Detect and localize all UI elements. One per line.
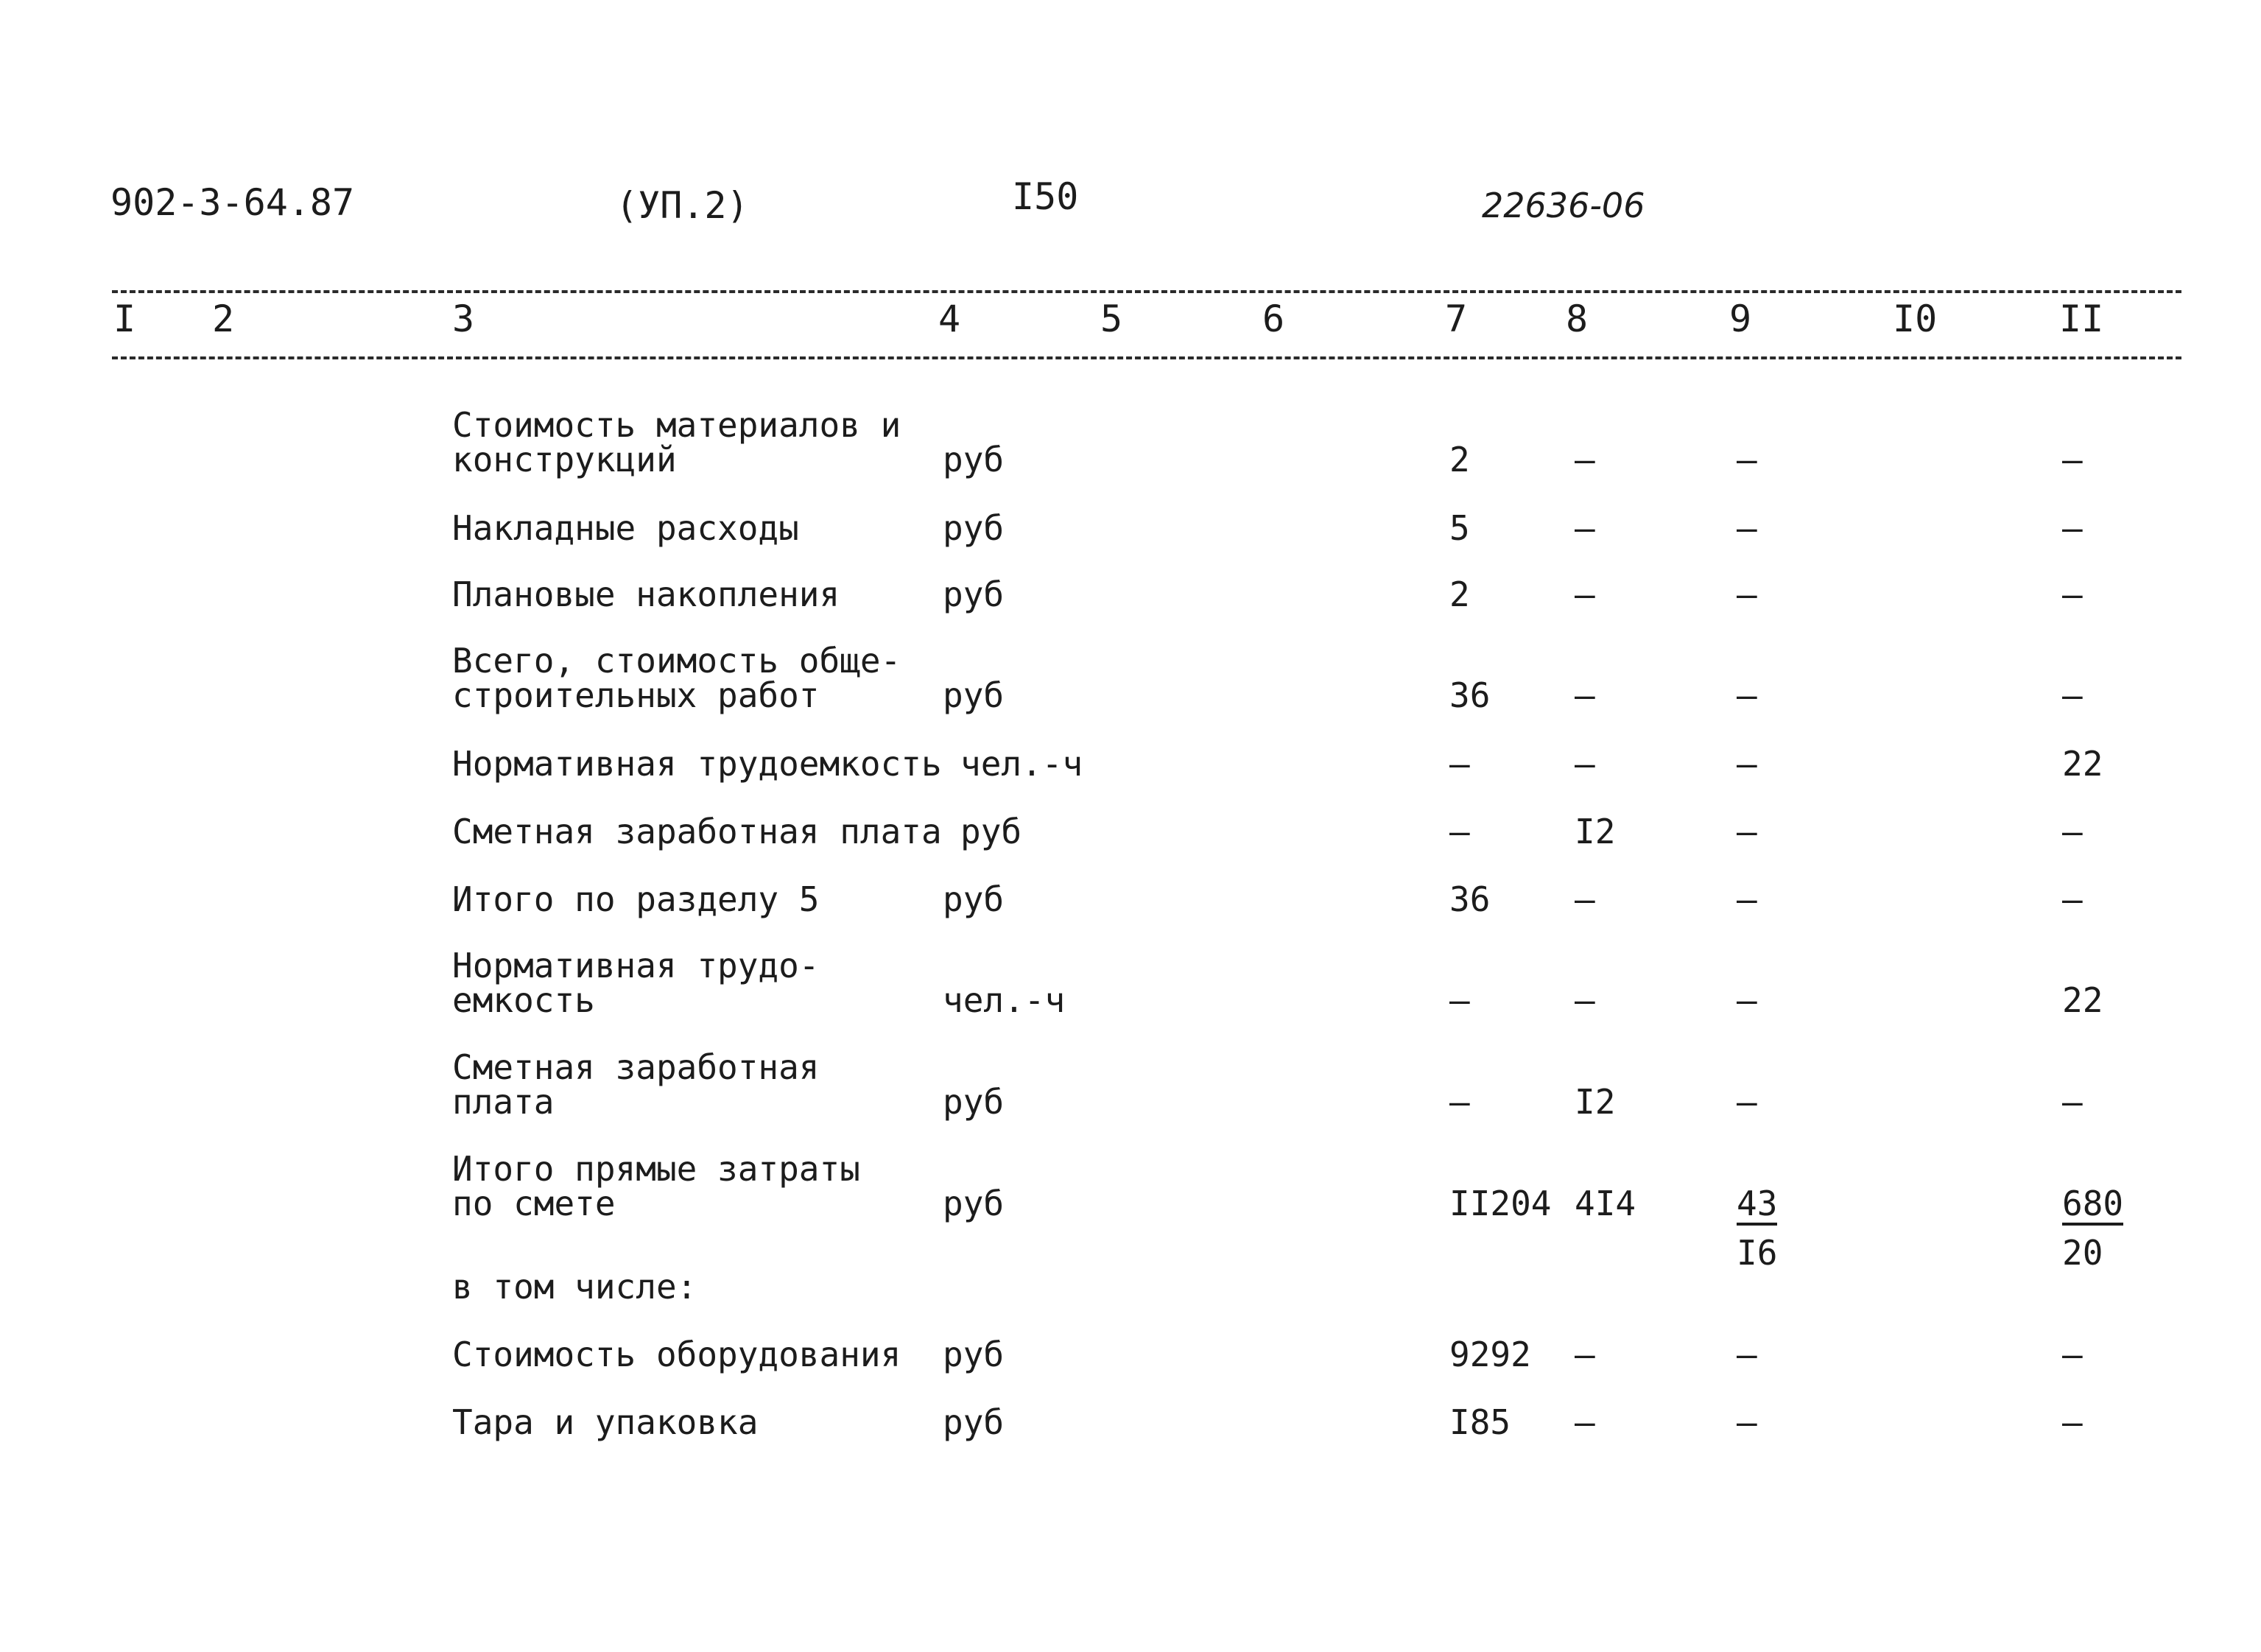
row-unit: чел.-ч bbox=[943, 980, 1066, 1020]
table-header-rule bbox=[112, 356, 2181, 359]
col9-value: – bbox=[1737, 980, 1757, 1020]
col8-value: – bbox=[1575, 744, 1595, 784]
column-number: 6 bbox=[1262, 298, 1285, 340]
col11-value: – bbox=[2062, 574, 2083, 614]
col8-value: 4I4 bbox=[1575, 1184, 1636, 1223]
col7-value: – bbox=[1449, 1082, 1470, 1122]
column-number: I0 bbox=[1893, 298, 1938, 340]
col7-value: 9292 bbox=[1449, 1335, 1531, 1374]
col11-value: – bbox=[2062, 879, 2083, 919]
row-unit: руб bbox=[943, 1082, 1005, 1122]
page-number: I50 bbox=[1012, 175, 1079, 218]
row-unit: руб bbox=[943, 574, 1005, 614]
row-description: в том числе: bbox=[452, 1267, 697, 1307]
col11-value: 22 bbox=[2062, 980, 2103, 1020]
col7-value: 36 bbox=[1449, 879, 1491, 919]
section-label: (УП.2) bbox=[616, 184, 749, 227]
col11-value: – bbox=[2062, 1082, 2083, 1122]
col11-value: 22 bbox=[2062, 744, 2103, 784]
col8-value: – bbox=[1575, 508, 1595, 548]
row-description: Нормативная трудоемкость bbox=[452, 744, 942, 784]
col7-value: II204 bbox=[1449, 1184, 1552, 1223]
col9-value: – bbox=[1737, 812, 1757, 851]
row-unit: руб bbox=[943, 1402, 1005, 1442]
row-description: Сметная заработная плата bbox=[452, 812, 942, 851]
col7-value: – bbox=[1449, 812, 1470, 851]
col8-value: – bbox=[1575, 440, 1595, 479]
column-number: 2 bbox=[212, 298, 235, 340]
table-top-rule bbox=[112, 290, 2181, 293]
column-number: 7 bbox=[1445, 298, 1468, 340]
col9-value: – bbox=[1737, 440, 1757, 479]
col7-value: 2 bbox=[1449, 574, 1470, 614]
row-unit: руб bbox=[943, 440, 1005, 479]
column-number: 5 bbox=[1100, 298, 1123, 340]
row-unit: руб bbox=[943, 879, 1005, 919]
row-description: Плановые накопления bbox=[452, 574, 840, 614]
col8-value: – bbox=[1575, 1402, 1595, 1442]
col9-value: – bbox=[1737, 1402, 1757, 1442]
col9-denominator: I6 bbox=[1737, 1233, 1778, 1273]
col7-value: 5 bbox=[1449, 508, 1470, 548]
row-description: Стоимость материалов и конструкций bbox=[452, 405, 901, 479]
row-unit: руб bbox=[943, 1335, 1005, 1374]
row-description: Накладные расходы bbox=[452, 508, 799, 548]
col9-value: – bbox=[1737, 508, 1757, 548]
col8-value: – bbox=[1575, 675, 1595, 715]
col9-value: – bbox=[1737, 744, 1757, 784]
col7-value: 36 bbox=[1449, 675, 1491, 715]
col9-fraction bbox=[1737, 1184, 1778, 1226]
col11-value: – bbox=[2062, 675, 2083, 715]
col9-value: – bbox=[1737, 879, 1757, 919]
row-unit: руб bbox=[943, 508, 1005, 548]
col8-value: – bbox=[1575, 574, 1595, 614]
col11-denominator: 20 bbox=[2062, 1233, 2103, 1273]
row-description: Итого прямые затраты по смете bbox=[452, 1149, 860, 1223]
col9-value: – bbox=[1737, 1335, 1757, 1374]
col9-value: – bbox=[1737, 1082, 1757, 1122]
row-description: Нормативная трудо- емкость bbox=[452, 946, 820, 1020]
row-unit: руб bbox=[960, 812, 1022, 851]
col8-value: – bbox=[1575, 879, 1595, 919]
col11-fraction bbox=[2062, 1184, 2124, 1226]
col8-value: – bbox=[1575, 1335, 1595, 1374]
row-description: Тара и упаковка bbox=[452, 1402, 759, 1442]
col8-value: I2 bbox=[1575, 1082, 1616, 1122]
col11-value: – bbox=[2062, 812, 2083, 851]
row-unit: руб bbox=[943, 675, 1005, 715]
col11-value: – bbox=[2062, 1335, 2083, 1374]
col9-value: – bbox=[1737, 675, 1757, 715]
col11-value: – bbox=[2062, 1402, 2083, 1442]
col9-numerator: 43 bbox=[1737, 1187, 1777, 1226]
project-code: 902-3-64.87 bbox=[110, 181, 355, 224]
column-number: 9 bbox=[1729, 298, 1752, 340]
col7-value: – bbox=[1449, 980, 1470, 1020]
col11-value: – bbox=[2062, 440, 2083, 479]
col8-value: I2 bbox=[1575, 812, 1616, 851]
row-description: Всего, стоимость обще- строительных работ bbox=[452, 641, 901, 715]
column-number: 8 bbox=[1566, 298, 1589, 340]
row-unit: руб bbox=[943, 1184, 1005, 1223]
col7-value: I85 bbox=[1449, 1402, 1511, 1442]
column-number: 4 bbox=[938, 298, 961, 340]
row-description: Итого по разделу 5 bbox=[452, 879, 820, 919]
row-unit: чел.-ч bbox=[960, 744, 1083, 784]
col7-value: – bbox=[1449, 744, 1470, 784]
document-number: 22636-06 bbox=[1482, 186, 1645, 225]
col9-value: – bbox=[1737, 574, 1757, 614]
column-number: 3 bbox=[452, 298, 475, 340]
col8-value: – bbox=[1575, 980, 1595, 1020]
col11-value: – bbox=[2062, 508, 2083, 548]
row-description: Стоимость оборудования bbox=[452, 1335, 901, 1374]
row-description: Сметная заработная плата bbox=[452, 1047, 820, 1122]
col7-value: 2 bbox=[1449, 440, 1470, 479]
column-number: II bbox=[2059, 298, 2104, 340]
col11-numerator: 680 bbox=[2062, 1187, 2123, 1226]
column-number: I bbox=[113, 298, 136, 340]
